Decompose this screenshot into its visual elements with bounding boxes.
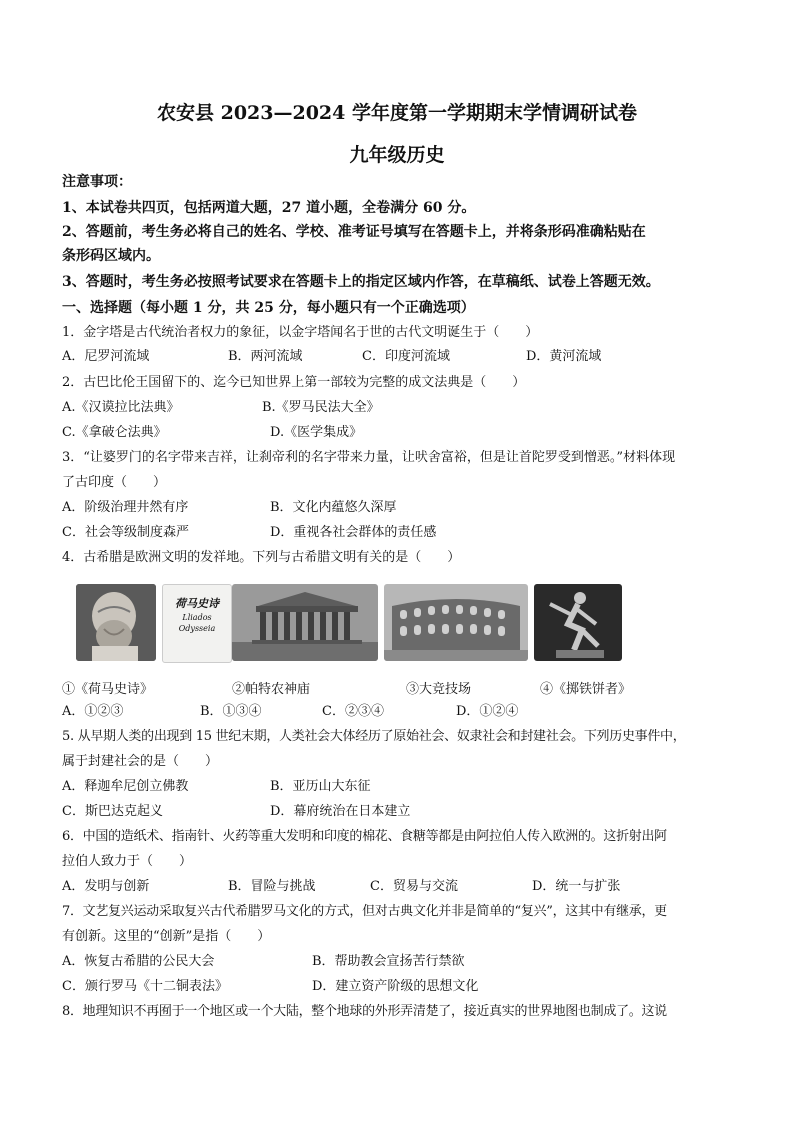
question-7-stem-1: 7．文艺复兴运动采取复兴古代希腊罗马文化的方式，但对古典文化并非是简单的“复兴”，这其中有继承，更 [62,904,667,919]
homer-bust-image [76,584,156,661]
q2-option-a: A.《汉谟拉比法典》 [62,400,180,415]
q5-option-a: A．释迦牟尼创立佛教 [62,779,189,794]
colosseum-image [384,584,528,661]
q6-option-d: D．统一与扩张 [532,879,621,894]
question-6-stem-2: 拉伯人致力于（ ） [62,854,193,869]
book-subtitle-2: Odysseia [178,624,216,633]
question-3-stem-2: 了古印度（ ） [62,475,167,490]
q4-caption-3: ③大竞技场 [406,682,472,697]
parthenon-image [232,584,378,661]
question-6-stem-1: 6．中国的造纸术、指南针、火药等重大发明和印度的棉花、食糖等都是由阿拉伯人传入欧洲的。这折射出阿 [62,829,667,844]
question-5-stem-2: 属于封建社会的是（ ） [62,754,219,769]
book-title: 荷马史诗 [175,597,219,610]
q5-option-c: C．斯巴达克起义 [62,804,163,819]
notice-item-3: 3、答题时，考生务必按照考试要求在答题卡上的指定区域内作答，在草稿纸、试卷上答题无效。 [62,274,660,290]
q2-option-b: B.《罗马民法大全》 [262,400,380,415]
exam-title: 农安县 2023—2024 学年度第一学期期末学情调研试卷 [157,102,637,124]
discobolus-image [534,584,622,661]
q1-option-d: D．黄河流域 [526,349,602,364]
section-heading: 一、选择题（每小题 1 分，共 25 分，每小题只有一个正确选项） [62,300,475,316]
question-7-stem-2: 有创新。这里的“创新”是指（ ） [62,929,271,944]
notice-item-1: 1、本试卷共四页，包括两道大题，27 道小题，全卷满分 60 分。 [62,200,476,216]
q5-option-b: B．亚历山大东征 [270,779,371,794]
q2-option-d: D.《医学集成》 [270,425,363,440]
q7-option-c: C．颁行罗马《十二铜表法》 [62,979,228,994]
q5-option-d: D．幕府统治在日本建立 [270,804,411,819]
question-3-stem-1: 3．“让婆罗门的名字带来吉祥，让刹帝利的名字带来力量，让吠舍富裕，但是让首陀罗受到憎恶。”材料体现 [62,450,676,465]
question-4-stem: 4．古希腊是欧洲文明的发祥地。下列与古希腊文明有关的是（ ） [62,550,461,565]
q4-caption-4: ④《掷铁饼者》 [540,682,632,697]
q2-option-c: C.《拿破仑法典》 [62,425,167,440]
q3-option-c: C．社会等级制度森严 [62,525,189,540]
q6-option-b: B．冒险与挑战 [228,879,316,894]
notice-item-2b: 条形码区域内。 [62,248,160,264]
q6-option-a: A．发明与创新 [62,879,150,894]
notice-heading: 注意事项： [62,174,132,190]
q7-option-b: B．帮助教会宣扬苦行禁欲 [312,954,465,969]
question-2-stem: 2．古巴比伦王国留下的、迄今已知世界上第一部较为完整的成文法典是（ ） [62,375,526,390]
q1-option-c: C．印度河流域 [362,349,450,364]
q7-option-a: A．恢复古希腊的公民大会 [62,954,215,969]
q3-option-d: D．重视各社会群体的责任感 [270,525,437,540]
q4-option-c: C．②③④ [322,704,384,719]
q7-option-d: D．建立资产阶级的思想文化 [312,979,479,994]
q6-option-c: C．贸易与交流 [370,879,458,894]
question-1-stem: 1．金字塔是古代统治者权力的象征，以金字塔闻名于世的古代文明诞生于（ ） [62,325,539,340]
book-subtitle-1: Lliados [182,613,212,622]
q4-caption-2: ②帕特农神庙 [232,682,311,697]
q3-option-a: A．阶级治理井然有序 [62,500,189,515]
exam-subtitle: 九年级历史 [349,144,445,166]
q1-option-a: A．尼罗河流域 [62,349,150,364]
notice-item-2a: 2、答题前，考生务必将自己的姓名、学校、准考证号填写在答题卡上，并将条形码准确粘贴在 [62,224,646,240]
q4-option-d: D．①②④ [456,704,519,719]
q4-caption-1: ①《荷马史诗》 [62,682,154,697]
q4-option-a: A．①②③ [62,704,124,719]
q3-option-b: B．文化内蕴悠久深厚 [270,500,397,515]
q4-option-b: B．①③④ [200,704,262,719]
question-8-stem-1: 8．地理知识不再囿于一个地区或一个大陆，整个地球的外形弄清楚了，接近真实的世界地图也制成了。这说 [62,1004,667,1019]
odyssey-book-image [162,584,232,663]
q1-option-b: B．两河流域 [228,349,303,364]
question-5-stem-1: 5. 从早期人类的出现到 15 世纪末期，人类社会大体经历了原始社会、奴隶社会和封建社会。下列历史事件中， [62,729,686,744]
